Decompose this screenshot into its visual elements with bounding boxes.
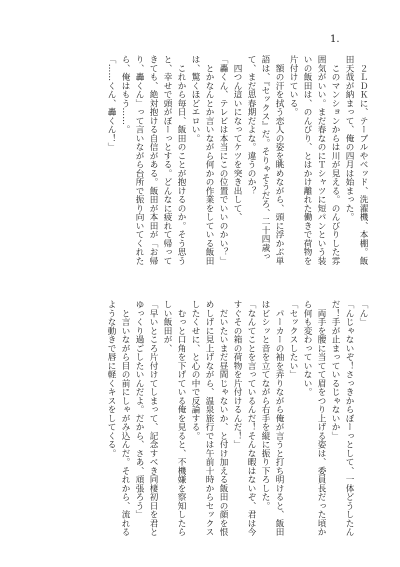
paragraph: 「んじゃないぞ！さっきからぼーっとして、一体どうしたんだ！手が止まっているじゃないか」 xyxy=(330,300,354,537)
paragraph: 「なんてことを言っているんだ！そんな暇はないぞ、君は今すぐその箱の荷物を片付けるんだ！」 xyxy=(232,300,256,537)
paragraph: 「ん」 xyxy=(358,300,368,327)
paragraph: 「早いところ片付けてしまって、記念すべき同棲初日を君とゆっくり過ごしたいんだよ。だから、さあ、頑張ろう」 xyxy=(134,300,158,537)
paragraph: むっと口角を下げている俺を見ると、不機嫌を察知したらしい飯田が、 xyxy=(162,300,186,537)
paragraph: 「……くん、轟くん！」 xyxy=(106,55,116,152)
lower-text-block xyxy=(30,300,370,540)
paragraph: 「セックスしたい」 xyxy=(288,300,298,379)
paragraph: 「轟くん、テレビは本当にこの位置でいいのかい？」 xyxy=(218,55,228,265)
paragraph: とかなんとか言いながら何かの作業をしている飯田は、驚くほどエロい。 xyxy=(190,55,214,265)
chapter-number: 1. xyxy=(330,34,340,45)
paragraph: だいたいまだ昼間じゃないか、と付け加える飯田の顔を恨めしげに見上げながら、温泉旅行では午前十時からセックスしたくせに、と心の中で反論する。 xyxy=(190,300,228,537)
paragraph: これから毎日、飯田のことが抱けるのか。そう思うと、幸せで頭がぼーっとする。どんなに疲れて帰ってきても、絶対抱ける自信がある。飯田が本田が「お帰り、轟くん」って言いながら台所で振り向いてくれたら、俺はもう……。 xyxy=(120,55,186,265)
paragraph: パーカーの袖を弄りながら俺が言うと打ち明けると、飯田はビシッと音を立てながら右手を縦に振り下ろした。 xyxy=(260,300,284,537)
paragraph: 両手を腰に当てて眉をつり上げる姿は、委員長だった頃から何も変わっていない。 xyxy=(302,300,326,537)
upper-text-block xyxy=(30,55,370,267)
paragraph: 四つん這いになってケツを突き出して、 xyxy=(232,55,242,222)
paragraph: ２ＬＤＫに、テーブルやベッド、洗濯機、本棚。飯田天哉が納まって、俺の四月は始まった。 xyxy=(344,55,368,265)
paragraph: と言いながら目の前にしゃがみ込んだ。それから、流れるような動きで唇に軽くキスをしてくる。 xyxy=(106,300,130,537)
paragraph: このマンションからは川が見える。のんびりした雰囲気がいい。まだ春なのにＴシャツに短パンという装いの飯田は、のんびり、とはかけ離れた働きで荷物を片付けている。 xyxy=(288,55,340,265)
paragraph: 額の汗を拭う恋人の姿を眺めながら、頭に浮かぶ単語は、『セックス』だ。そりゃそうだろ、二十四歳って、まだ思春期だよな。違うのか？ xyxy=(246,55,284,265)
